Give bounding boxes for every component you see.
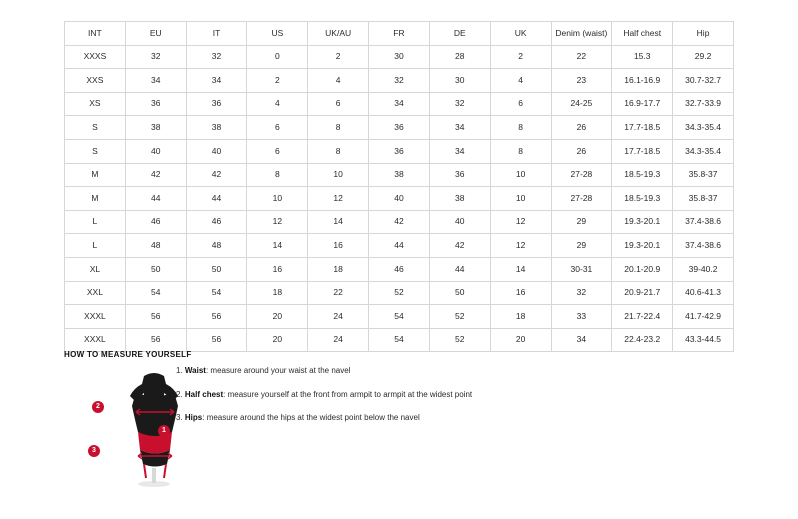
size-value-cell: 17.7-18.5	[612, 116, 673, 140]
size-value-cell: 20	[490, 328, 551, 352]
size-value-cell: 50	[429, 281, 490, 305]
size-value-cell: 30-31	[551, 257, 612, 281]
size-value-cell: 32	[551, 281, 612, 305]
table-column-header: DE	[429, 22, 490, 46]
size-value-cell: 44	[369, 234, 430, 258]
table-column-header: US	[247, 22, 308, 46]
size-value-cell: 19.3-20.1	[612, 210, 673, 234]
size-value-cell: 52	[429, 305, 490, 329]
table-column-header: INT	[65, 22, 126, 46]
step-number: 1.	[176, 366, 183, 375]
size-value-cell: 35.8-37	[673, 163, 734, 187]
size-label-cell: XXXL	[65, 328, 126, 352]
table-column-header: UK	[490, 22, 551, 46]
size-value-cell: 56	[125, 305, 186, 329]
size-value-cell: 34	[551, 328, 612, 352]
size-value-cell: 32	[186, 45, 247, 69]
size-value-cell: 18	[490, 305, 551, 329]
table-row	[65, 210, 734, 234]
size-value-cell: 26	[551, 139, 612, 163]
size-value-cell: 27-28	[551, 187, 612, 211]
size-value-cell: 18.5-19.3	[612, 163, 673, 187]
size-value-cell: 20.1-20.9	[612, 257, 673, 281]
size-value-cell: 56	[125, 328, 186, 352]
size-value-cell: 6	[308, 92, 369, 116]
size-value-cell: 30	[429, 69, 490, 93]
size-value-cell: 48	[186, 234, 247, 258]
table-row	[65, 305, 734, 329]
table-row	[65, 92, 734, 116]
size-value-cell: 20	[247, 305, 308, 329]
size-value-cell: 0	[247, 45, 308, 69]
size-value-cell: 46	[369, 257, 430, 281]
size-value-cell: 22	[308, 281, 369, 305]
size-label-cell: XXL	[65, 281, 126, 305]
size-label-cell: L	[65, 234, 126, 258]
table-header-row	[65, 22, 734, 46]
size-value-cell: 52	[429, 328, 490, 352]
size-value-cell: 33	[551, 305, 612, 329]
measure-step	[176, 366, 596, 376]
table-row	[65, 328, 734, 352]
size-value-cell: 36	[429, 163, 490, 187]
size-value-cell: 54	[186, 281, 247, 305]
size-value-cell: 18	[308, 257, 369, 281]
size-value-cell: 34	[125, 69, 186, 93]
size-value-cell: 42	[369, 210, 430, 234]
size-label-cell: S	[65, 139, 126, 163]
size-value-cell: 4	[247, 92, 308, 116]
size-value-cell: 12	[490, 234, 551, 258]
step-term: Hips	[184, 413, 203, 423]
size-label-cell: M	[65, 163, 126, 187]
size-value-cell: 2	[308, 45, 369, 69]
step-text: : measure around your waist at the navel	[205, 366, 351, 375]
size-value-cell: 23	[551, 69, 612, 93]
size-value-cell: 34.3-35.4	[673, 116, 734, 140]
size-value-cell: 24	[308, 328, 369, 352]
size-value-cell: 19.3-20.1	[612, 234, 673, 258]
size-value-cell: 42	[186, 163, 247, 187]
size-value-cell: 32	[125, 45, 186, 69]
size-value-cell: 32	[369, 69, 430, 93]
size-value-cell: 54	[369, 305, 430, 329]
size-value-cell: 20	[247, 328, 308, 352]
size-value-cell: 6	[247, 116, 308, 140]
size-value-cell: 2	[490, 45, 551, 69]
size-value-cell: 16	[247, 257, 308, 281]
step-text: : measure yourself at the front from armpit to armpit at the widest point	[223, 389, 473, 399]
size-value-cell: 8	[490, 116, 551, 140]
size-value-cell: 41.7-42.9	[673, 305, 734, 329]
size-value-cell: 10	[308, 163, 369, 187]
table-row	[65, 234, 734, 258]
size-value-cell: 12	[308, 187, 369, 211]
size-value-cell: 54	[125, 281, 186, 305]
table-column-header: FR	[369, 22, 430, 46]
size-value-cell: 56	[186, 305, 247, 329]
size-label-cell: XS	[65, 92, 126, 116]
size-value-cell: 36	[369, 116, 430, 140]
size-value-cell: 38	[125, 116, 186, 140]
size-value-cell: 14	[247, 234, 308, 258]
size-value-cell: 34	[429, 116, 490, 140]
size-value-cell: 16	[308, 234, 369, 258]
size-chart-table	[64, 21, 734, 352]
measure-marker-3: 3	[88, 445, 100, 457]
size-value-cell: 18.5-19.3	[612, 187, 673, 211]
size-value-cell: 34	[186, 69, 247, 93]
size-chart-table-wrapper	[64, 21, 734, 352]
table-row	[65, 163, 734, 187]
size-value-cell: 29	[551, 234, 612, 258]
size-value-cell: 8	[490, 139, 551, 163]
size-value-cell: 38	[369, 163, 430, 187]
measure-marker-1: 1	[158, 425, 170, 437]
size-value-cell: 42	[125, 163, 186, 187]
size-value-cell: 32	[429, 92, 490, 116]
step-term: Half chest	[184, 389, 224, 399]
how-to-measure-title: HOW TO MEASURE YOURSELF	[64, 350, 192, 359]
size-value-cell: 40	[369, 187, 430, 211]
size-value-cell: 42	[429, 234, 490, 258]
size-value-cell: 40	[186, 139, 247, 163]
size-value-cell: 46	[125, 210, 186, 234]
step-text: : measure around the hips at the widest point below the navel	[202, 413, 420, 423]
table-column-header: Hip	[673, 22, 734, 46]
size-value-cell: 6	[247, 139, 308, 163]
size-value-cell: 52	[369, 281, 430, 305]
table-row	[65, 187, 734, 211]
table-column-header: Half chest	[612, 22, 673, 46]
size-value-cell: 10	[247, 187, 308, 211]
size-value-cell: 22	[551, 45, 612, 69]
size-value-cell: 44	[125, 187, 186, 211]
size-label-cell: XXXS	[65, 45, 126, 69]
size-value-cell: 6	[490, 92, 551, 116]
size-label-cell: M	[65, 187, 126, 211]
table-column-header: EU	[125, 22, 186, 46]
size-value-cell: 8	[308, 139, 369, 163]
size-value-cell: 36	[369, 139, 430, 163]
size-value-cell: 36	[125, 92, 186, 116]
table-row	[65, 281, 734, 305]
table-column-header: Denim (waist)	[551, 22, 612, 46]
table-column-header: IT	[186, 22, 247, 46]
size-value-cell: 24	[308, 305, 369, 329]
size-value-cell: 29	[551, 210, 612, 234]
size-value-cell: 20.9-21.7	[612, 281, 673, 305]
measure-step	[176, 390, 596, 400]
size-value-cell: 50	[125, 257, 186, 281]
size-value-cell: 43.3-44.5	[673, 328, 734, 352]
size-label-cell: XL	[65, 257, 126, 281]
step-number: 2.	[176, 389, 183, 399]
size-label-cell: XXS	[65, 69, 126, 93]
measure-steps-list	[176, 366, 596, 437]
size-value-cell: 39-40.2	[673, 257, 734, 281]
size-value-cell: 30.7-32.7	[673, 69, 734, 93]
size-label-cell: S	[65, 116, 126, 140]
size-value-cell: 38	[186, 116, 247, 140]
table-column-header: UK/AU	[308, 22, 369, 46]
size-value-cell: 2	[247, 69, 308, 93]
size-value-cell: 22.4-23.2	[612, 328, 673, 352]
table-row	[65, 116, 734, 140]
size-value-cell: 35.8-37	[673, 187, 734, 211]
size-value-cell: 44	[186, 187, 247, 211]
size-value-cell: 50	[186, 257, 247, 281]
size-value-cell: 4	[308, 69, 369, 93]
size-value-cell: 34.3-35.4	[673, 139, 734, 163]
table-row	[65, 257, 734, 281]
size-value-cell: 8	[247, 163, 308, 187]
size-value-cell: 46	[186, 210, 247, 234]
size-value-cell: 36	[186, 92, 247, 116]
measure-step	[176, 413, 596, 423]
size-value-cell: 10	[490, 163, 551, 187]
table-row	[65, 45, 734, 69]
size-value-cell: 14	[308, 210, 369, 234]
size-value-cell: 54	[369, 328, 430, 352]
size-value-cell: 16.9-17.7	[612, 92, 673, 116]
size-value-cell: 21.7-22.4	[612, 305, 673, 329]
size-value-cell: 56	[186, 328, 247, 352]
size-value-cell: 18	[247, 281, 308, 305]
size-value-cell: 48	[125, 234, 186, 258]
size-value-cell: 44	[429, 257, 490, 281]
size-value-cell: 15.3	[612, 45, 673, 69]
size-value-cell: 34	[369, 92, 430, 116]
size-value-cell: 10	[490, 187, 551, 211]
step-term: Waist	[184, 366, 206, 375]
table-row	[65, 69, 734, 93]
size-value-cell: 37.4-38.6	[673, 210, 734, 234]
size-value-cell: 16.1-16.9	[612, 69, 673, 93]
size-value-cell: 40	[125, 139, 186, 163]
size-value-cell: 26	[551, 116, 612, 140]
size-value-cell: 28	[429, 45, 490, 69]
size-value-cell: 12	[490, 210, 551, 234]
size-value-cell: 16	[490, 281, 551, 305]
size-value-cell: 37.4-38.6	[673, 234, 734, 258]
size-value-cell: 12	[247, 210, 308, 234]
size-value-cell: 14	[490, 257, 551, 281]
size-value-cell: 34	[429, 139, 490, 163]
size-value-cell: 29.2	[673, 45, 734, 69]
size-value-cell: 27-28	[551, 163, 612, 187]
size-value-cell: 30	[369, 45, 430, 69]
size-value-cell: 8	[308, 116, 369, 140]
step-number: 3.	[176, 413, 183, 423]
size-value-cell: 17.7-18.5	[612, 139, 673, 163]
size-value-cell: 32.7-33.9	[673, 92, 734, 116]
size-value-cell: 40.6-41.3	[673, 281, 734, 305]
size-label-cell: XXXL	[65, 305, 126, 329]
table-row	[65, 139, 734, 163]
size-value-cell: 38	[429, 187, 490, 211]
size-value-cell: 24-25	[551, 92, 612, 116]
measure-marker-2: 2	[92, 401, 104, 413]
size-label-cell: L	[65, 210, 126, 234]
size-value-cell: 40	[429, 210, 490, 234]
size-value-cell: 4	[490, 69, 551, 93]
